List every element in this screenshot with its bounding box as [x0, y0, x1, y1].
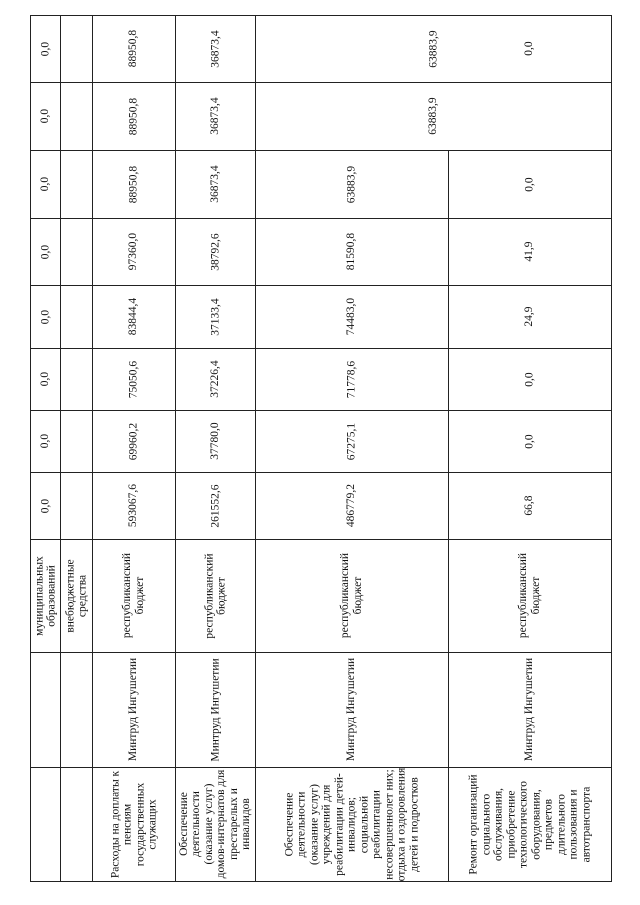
- value-r2-cell: [175, 15, 255, 82]
- value-col0: 0,0: [38, 244, 51, 259]
- measure-name-cell: [255, 767, 448, 881]
- source-label: республиканский бюджет: [517, 552, 542, 639]
- value-r4: 41,9: [523, 241, 536, 262]
- measure-name: Обеспечение деятельности (оказание услуг) учреждений для реабилитации детей-инвалидов; социальной реабилитации несовершеннолет них; отдыха и оздоровления детей и подростков: [282, 767, 420, 881]
- value-col0-cell: [30, 410, 60, 472]
- value-r4: 0,0: [523, 433, 536, 449]
- value-r1-cell: [92, 218, 175, 285]
- value-r4: 66,8: [523, 495, 536, 516]
- value-r3-cell: [255, 150, 448, 218]
- value-r4-cell: [448, 285, 611, 348]
- value-r2-cell: [175, 285, 255, 348]
- executor-label: Минтруд Ингушетии: [127, 657, 140, 762]
- value-r4: 24,9: [523, 306, 536, 327]
- value-r2: 261552,6: [208, 483, 221, 528]
- value-r4: 0,0: [523, 176, 536, 192]
- value-r1: 69960,2: [127, 422, 140, 460]
- value-r1: 75050,6: [127, 360, 140, 398]
- value-r3: 486779,2: [345, 483, 358, 528]
- source-label-cell: [255, 539, 448, 652]
- value-col0-cell: [30, 472, 60, 539]
- value-r3: 74483,0: [345, 297, 358, 336]
- value-col0-cell: [30, 150, 60, 218]
- value-col0: 0,0: [38, 433, 51, 449]
- source-label-cell: [448, 539, 611, 652]
- value-r1: 88950,8: [127, 165, 140, 203]
- value-r1-cell: [92, 410, 175, 472]
- value-r1: 97360,0: [127, 232, 140, 271]
- value-r3-cell: [255, 410, 448, 472]
- value-r1-cell: [92, 472, 175, 539]
- value-col0: 0,0: [38, 41, 51, 56]
- grid-line: [60, 15, 61, 881]
- value-col0-cell: [30, 348, 60, 410]
- value-r4-cell: [448, 218, 611, 285]
- source-label: республиканский бюджет: [202, 552, 227, 639]
- value-col0-cell: [30, 285, 60, 348]
- value-r4-cell: [448, 348, 611, 410]
- measure-name-cell: [448, 767, 611, 881]
- source-label: республиканский бюджет: [121, 552, 146, 639]
- value-col0-cell: [30, 218, 60, 285]
- value-r2: 37780,0: [208, 422, 221, 460]
- value-r1: 593067,6: [127, 483, 140, 528]
- header-extrabudget: внебюджетные средства: [63, 558, 88, 633]
- value-r1-cell: [92, 150, 175, 218]
- value-col0: 0,0: [38, 176, 51, 192]
- value-r1-cell: [92, 348, 175, 410]
- value-col0: 0,0: [38, 371, 51, 387]
- value-r4-cell: [448, 472, 611, 539]
- value-r4-cell: [448, 150, 611, 218]
- value-col0: 0,0: [38, 108, 51, 124]
- value-r4: 0,0: [523, 41, 536, 56]
- value-r3: 67275,1: [345, 422, 358, 460]
- source-label: республиканский бюджет: [339, 552, 364, 639]
- source-label-cell: [175, 539, 255, 652]
- value-r4-cell: [448, 15, 611, 82]
- value-r3: 81590,8: [345, 232, 358, 271]
- executor-label-cell: [255, 652, 448, 767]
- value-r3: 63883,9: [426, 29, 439, 68]
- value-r4-cell: [448, 410, 611, 472]
- value-r2-cell: [175, 218, 255, 285]
- value-col0: 0,0: [38, 498, 51, 513]
- value-r2-cell: [175, 348, 255, 410]
- measure-name: Расходы на доплаты к пенсиям государственных служащих: [108, 770, 158, 878]
- value-r1: 88950,8: [127, 29, 140, 68]
- value-r2: 36873,4: [208, 165, 221, 203]
- value-r1: 83844,4: [127, 297, 140, 336]
- executor-label-cell: [448, 652, 611, 767]
- measure-name-cell: [92, 767, 175, 881]
- value-r1-cell: [92, 285, 175, 348]
- executor-label: Минтруд Ингушетии: [345, 657, 358, 762]
- value-r3-cell: [255, 285, 448, 348]
- value-r2: 37226,4: [208, 360, 221, 398]
- executor-label-cell: [175, 652, 255, 767]
- value-r3-cell: [255, 472, 448, 539]
- value-r2-cell: [175, 82, 255, 150]
- value-r3: 63883,9: [345, 165, 358, 203]
- value-r1: 88950,8: [127, 97, 140, 135]
- value-col0: 0,0: [38, 309, 51, 324]
- header-municipal: муниципальных образований: [32, 555, 57, 636]
- value-r2-cell: [175, 410, 255, 472]
- executor-label: Минтруд Ингушетии: [523, 657, 536, 762]
- value-r2: 36873,4: [208, 97, 221, 135]
- value-r3-cell: [255, 348, 448, 410]
- value-col0-cell: [30, 15, 60, 82]
- measure-name: Ремонт организаций социального обслуживания, приобретение технологического оборудования, предметов длительного пользования и автотранспорта: [467, 773, 592, 875]
- executor-label: Минтруд Ингушетии: [208, 657, 221, 762]
- value-r2: 37133,4: [208, 297, 221, 336]
- value-r1-cell: [92, 15, 175, 82]
- value-r3: 71778,6: [345, 360, 358, 398]
- value-r3: 63883,9: [426, 97, 439, 135]
- source-header-top: [30, 539, 60, 652]
- measure-name: Обеспечение деятельности (оказание услуг) домов-интернатов для престарелых и инвалидов: [177, 769, 252, 879]
- value-r2-cell: [175, 472, 255, 539]
- value-r2-cell: [175, 150, 255, 218]
- value-r4: 0,0: [523, 371, 536, 387]
- value-r1-cell: [92, 82, 175, 150]
- value-r3-cell: [255, 218, 448, 285]
- value-r3-cell: [255, 82, 611, 150]
- value-r2: 36873,4: [208, 29, 221, 68]
- source-label-cell: [92, 539, 175, 652]
- value-r2: 38792,6: [208, 232, 221, 271]
- value-col0-cell: [30, 82, 60, 150]
- executor-label-cell: [92, 652, 175, 767]
- measure-name-cell: [175, 767, 255, 881]
- source-header-bottom: [60, 539, 92, 652]
